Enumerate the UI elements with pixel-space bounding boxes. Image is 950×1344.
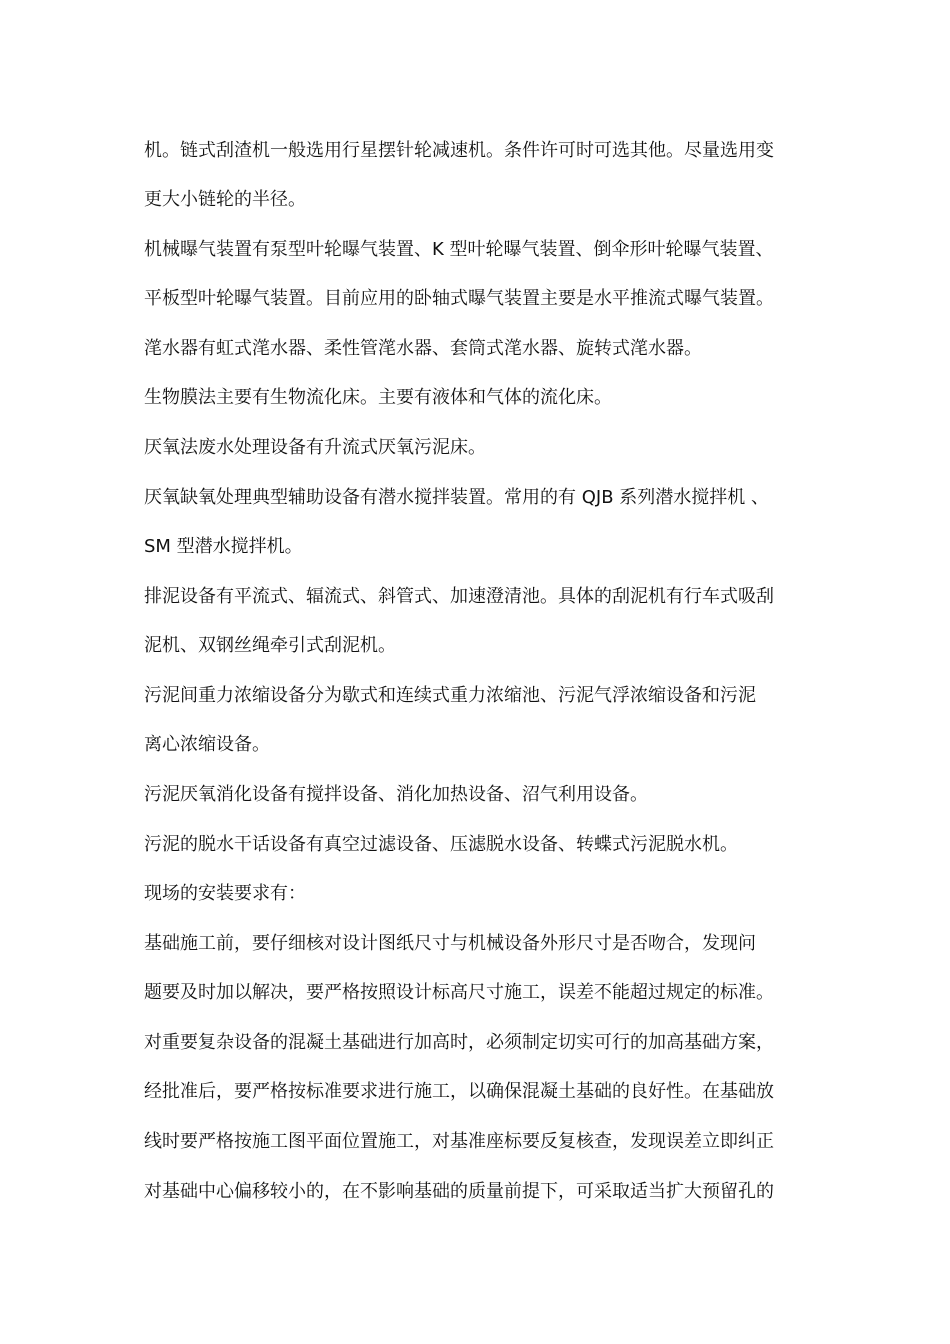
text-line: 线时要严格按施工图平面位置施工，对基准座标要反复核查，发现误差立即纠正	[144, 1131, 774, 1152]
text-line: 对基础中心偏移较小的，在不影响基础的质量前提下，可采取适当扩大预留孔的	[144, 1181, 774, 1202]
text-line: 厌氧法废水处理设备有升流式厌氧污泥床。	[144, 437, 486, 458]
text-line: 平板型叶轮曝气装置。目前应用的卧轴式曝气装置主要是水平推流式曝气装置。	[144, 288, 774, 309]
text-line: 排泥设备有平流式、辐流式、斜管式、加速澄清池。具体的刮泥机有行车式吸刮	[144, 586, 774, 607]
text-line: 污泥间重力浓缩设备分为歇式和连续式重力浓缩池、污泥气浮浓缩设备和污泥	[144, 685, 756, 706]
text-line: 题要及时加以解决，要严格按照设计标高尺寸施工，误差不能超过规定的标准。	[144, 982, 774, 1003]
text-line: 厌氧缺氧处理典型辅助设备有潜水搅拌装置。常用的有 QJB 系列潜水搅拌机 、	[144, 487, 769, 508]
text-line: 更大小链轮的半径。	[144, 189, 306, 210]
text-line: 对重要复杂设备的混凝土基础进行加高时，必须制定切实可行的加高基础方案，	[144, 1032, 774, 1053]
text-line: 现场的安装要求有：	[144, 883, 306, 904]
text-line: 生物膜法主要有生物流化床。主要有液体和气体的流化床。	[144, 387, 612, 408]
text-line: SM 型潜水搅拌机。	[144, 536, 303, 557]
text-line: 滗水器有虹式滗水器、柔性管滗水器、套筒式滗水器、旋转式滗水器。	[144, 338, 702, 359]
text-line: 经批准后，要严格按标准要求进行施工，以确保混凝土基础的良好性。在基础放	[144, 1081, 774, 1102]
text-line: 离心浓缩设备。	[144, 734, 270, 755]
text-line: 污泥厌氧消化设备有搅拌设备、消化加热设备、沼气利用设备。	[144, 784, 648, 805]
text-line: 污泥的脱水干话设备有真空过滤设备、压滤脱水设备、转蝶式污泥脱水机。	[144, 834, 738, 855]
text-line: 泥机、双钢丝绳牵引式刮泥机。	[144, 635, 396, 656]
text-line: 机。链式刮渣机一般选用行星摆针轮减速机。条件许可时可选其他。尽量选用变	[144, 140, 774, 161]
text-line: 机械曝气装置有泵型叶轮曝气装置、K 型叶轮曝气装置、倒伞形叶轮曝气装置、	[144, 239, 774, 260]
text-line: 基础施工前，要仔细核对设计图纸尺寸与机械设备外形尺寸是否吻合，发现问	[144, 933, 756, 954]
